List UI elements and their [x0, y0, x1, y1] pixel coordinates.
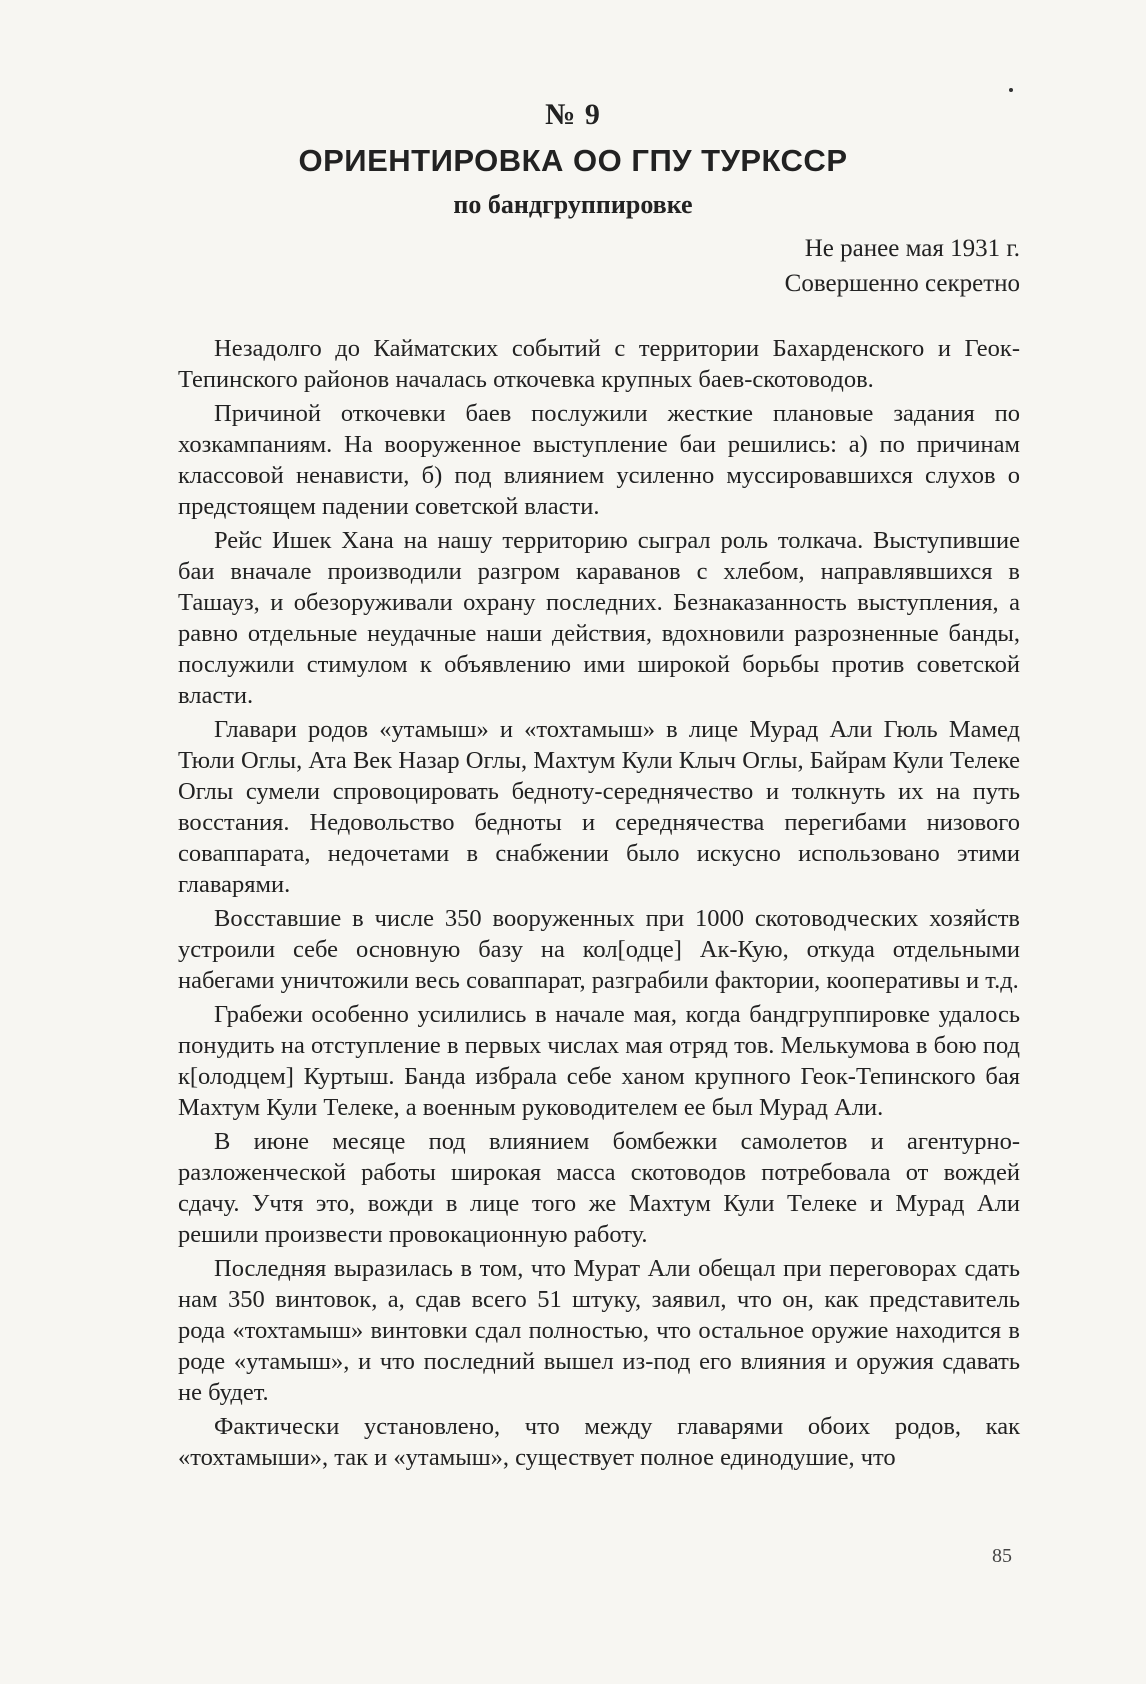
- page-number: 85: [992, 1545, 1012, 1567]
- paragraph: Незадолго до Кайматских событий с территории Бахарденского и Геок-Тепинского районов началась откочевка крупных баев-скотоводов.: [178, 335, 1020, 393]
- document-subtitle: по бандгруппировке: [453, 190, 693, 219]
- paragraph: В июне месяце под влиянием бомбежки самолетов и агентурно-разложенческой работы широкая масса скотоводов потребовала от вождей сдачу. Учтя это, вожди в лице того же Махтум Кули Телеке и Мурад Али решили произвести провокационную работу.: [178, 1128, 1020, 1248]
- ink-dot: [1009, 88, 1013, 92]
- paragraph: Причиной откочевки баев послужили жесткие плановые задания по хозкампаниям. На вооруженное выступление баи решились: а) по причинам классовой ненависти, б) под влиянием усиленно муссировавшихся слухов о предстоящем падении советской власти.: [178, 400, 1020, 520]
- paragraph: Фактически установлено, что между главарями обоих родов, как «тохтамыши», так и «утамыш», существует полное единодушие, что: [178, 1413, 1020, 1471]
- document-date: Не ранее мая 1931 г.: [804, 235, 1020, 262]
- paragraph: Последняя выразилась в том, что Мурат Али обещал при переговорах сдать нам 350 винтовок, а, сдав всего 51 штуку, заявил, что он, как представитель рода «тохтамыш» винтовки сдал полностью, что остальное оружие находится в роде «утамыш», и что последний вышел из-под его влияния и оружия сдавать не будет.: [178, 1255, 1020, 1406]
- secrecy-label: Совершенно секретно: [784, 270, 1020, 297]
- document-body: [178, 333, 1020, 1476]
- document-title: ОРИЕНТИРОВКА ОО ГПУ ТУРКССР: [298, 143, 848, 178]
- paragraph: Грабежи особенно усилились в начале мая, когда бандгруппировке удалось понудить на отступление в первых числах мая отряд тов. Мелькумова в бою под к[олодцем] Куртыш. Банда избрала себе ханом крупного Геок-Тепинского бая Махтум Кули Телеке, а военным руководителем ее был Мурад Али.: [178, 1001, 1020, 1121]
- paragraph: Главари родов «утамыш» и «тохтамыш» в лице Мурад Али Гюль Мамед Тюли Оглы, Ата Век Назар Оглы, Махтум Кули Клыч Оглы, Байрам Кули Телеке Оглы сумели спровоцировать бедноту-середнячество и толкнуть их на путь восстания. Недовольство бедноты и середнячества перегибами низового соваппарата, недочетами в снабжении было искусно использовано этими главарями.: [178, 716, 1020, 898]
- document-number: № 9: [545, 98, 601, 131]
- paragraph: Восставшие в числе 350 вооруженных при 1000 скотоводческих хозяйств устроили себе основную базу на кол[одце] Ак-Кую, откуда отдельными набегами уничтожили весь соваппарат, разграбили фактории, кооперативы и т.д.: [178, 905, 1020, 994]
- paragraph: Рейс Ишек Хана на нашу территорию сыграл роль толкача. Выступившие баи вначале производили разгром караванов с хлебом, направлявшихся в Ташауз, и обезоруживали охрану последних. Безнаказанность выступления, а равно отдельные неудачные наши действия, вдохновили разрозненные банды, послужили стимулом к объявлению ими широкой борьбы против советской власти.: [178, 527, 1020, 709]
